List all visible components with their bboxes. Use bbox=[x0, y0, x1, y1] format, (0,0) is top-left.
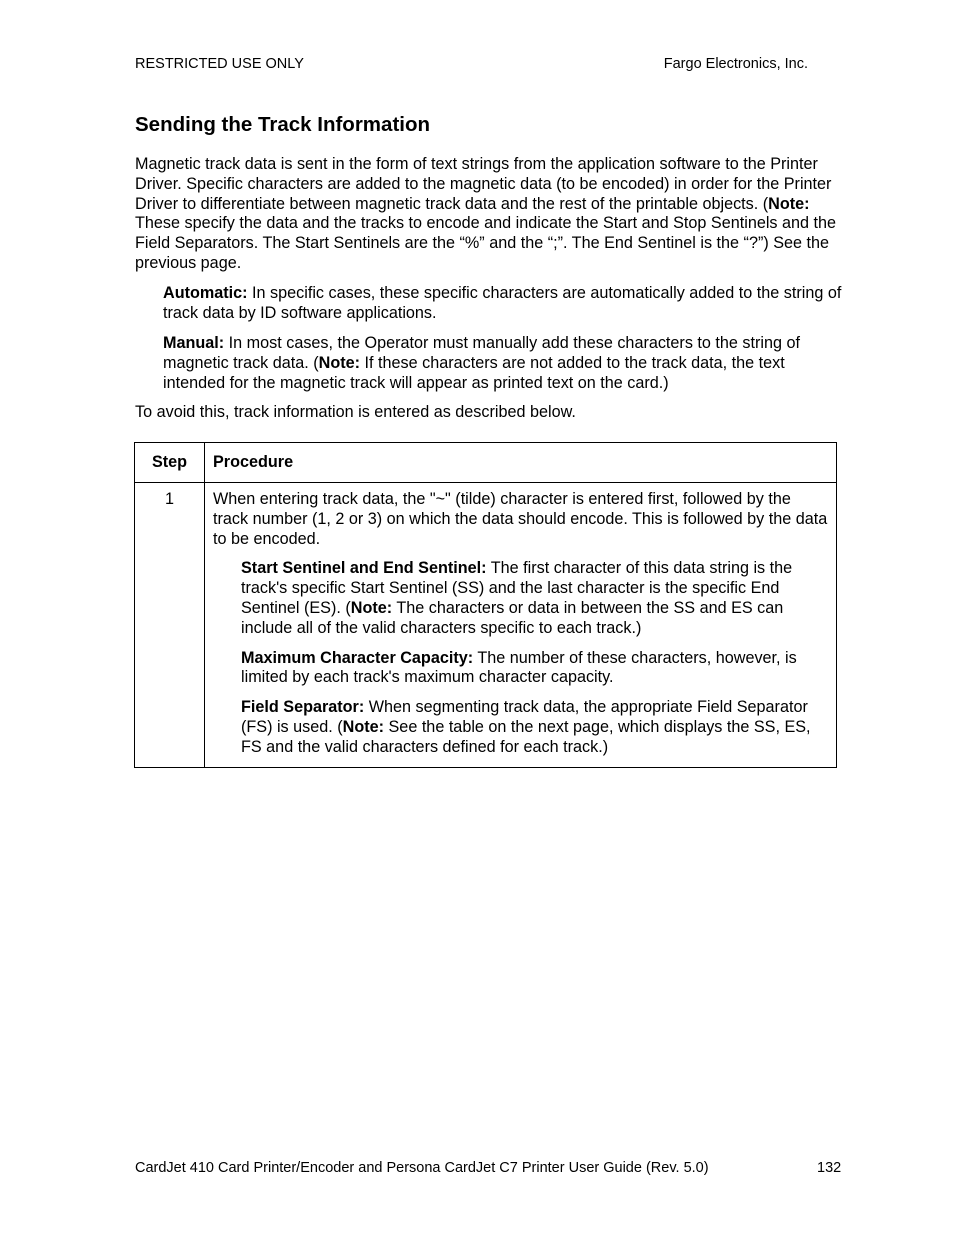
start-end-note-label: Note: bbox=[350, 598, 393, 617]
step-number: 1 bbox=[135, 483, 205, 768]
intro-text-part1: Magnetic track data is sent in the form of text strings from the application software to the Printer Driver. Specific characters are added to the magnetic data (to be encoded) in order for the Printer Driver to differentiate between magnetic track data and the rest of the printable objects. ( bbox=[135, 155, 832, 213]
start-end-sentinel-text-part2: The characters or data in between the SS and ES can include all of the valid characters specific to each track.) bbox=[241, 598, 784, 637]
field-separator-text-part2: See the table on the next page, which displays the SS, ES, FS and the valid characters defined for each track.) bbox=[241, 717, 811, 756]
automatic-label: Automatic: bbox=[163, 284, 248, 302]
manual-label: Manual: bbox=[163, 334, 225, 352]
intro-text-part2: These specify the data and the tracks to encode and indicate the Start and Stop Sentinels and the Field Separators. The Start Sentinels are the “%” and the “;”. The End Sentinel is the “?”) See the previous page. bbox=[135, 214, 837, 272]
intro-paragraph bbox=[135, 155, 845, 274]
manual-paragraph bbox=[163, 334, 843, 393]
field-separator-text-part1: When segmenting track data, the appropriate Field Separator (FS) is used. ( bbox=[241, 698, 808, 736]
procedure-cell bbox=[205, 483, 837, 768]
header-company-name: Fargo Electronics, Inc. bbox=[663, 56, 808, 72]
intro-note-label: Note: bbox=[768, 194, 810, 213]
field-separator-paragraph bbox=[241, 698, 830, 757]
max-capacity-text: The number of these characters, however, is limited by each track's maximum character capacity. bbox=[241, 648, 797, 687]
table-row bbox=[135, 483, 837, 768]
manual-note-label: Note: bbox=[318, 353, 361, 372]
procedure-intro: When entering track data, the "~" (tilde) character is entered first, followed by the track number (1, 2 or 3) on which the data should encode. This is followed by the data to be encoded. bbox=[213, 490, 828, 548]
footer-page-number: 132 bbox=[817, 1160, 842, 1176]
avoid-paragraph: To avoid this, track information is entered as described below. bbox=[135, 403, 576, 421]
table-header-row bbox=[135, 443, 837, 483]
automatic-text: In specific cases, these specific characters are automatically added to the string of track data by ID software applications. bbox=[163, 284, 842, 322]
automatic-paragraph bbox=[163, 284, 843, 324]
header-restricted-label: RESTRICTED USE ONLY bbox=[135, 56, 304, 72]
column-header-step: Step bbox=[135, 443, 205, 483]
start-end-sentinel-paragraph bbox=[241, 559, 830, 638]
section-title: Sending the Track Information bbox=[135, 113, 431, 136]
manual-text-part1: In most cases, the Operator must manually add these characters to the string of magnetic track data. ( bbox=[163, 334, 800, 372]
manual-text-part2: If these characters are not added to the track data, the text intended for the magnetic track will appear as printed text on the card.) bbox=[163, 353, 785, 392]
start-end-sentinel-text-part1: The first character of this data string is the track's specific Start Sentinel (SS) and the last character is the specific End Sentinel (ES). ( bbox=[241, 559, 793, 617]
start-end-sentinel-label: Start Sentinel and End Sentinel: bbox=[241, 559, 487, 578]
field-separator-label: Field Separator: bbox=[241, 698, 365, 717]
procedure-table bbox=[134, 442, 837, 768]
footer-document-title: CardJet 410 Card Printer/Encoder and Persona CardJet C7 Printer User Guide (Rev. 5.0) bbox=[135, 1160, 709, 1176]
column-header-procedure: Procedure bbox=[205, 443, 837, 483]
field-separator-note-label: Note: bbox=[342, 717, 385, 736]
max-capacity-label: Maximum Character Capacity: bbox=[241, 648, 474, 667]
max-capacity-paragraph bbox=[241, 649, 830, 689]
